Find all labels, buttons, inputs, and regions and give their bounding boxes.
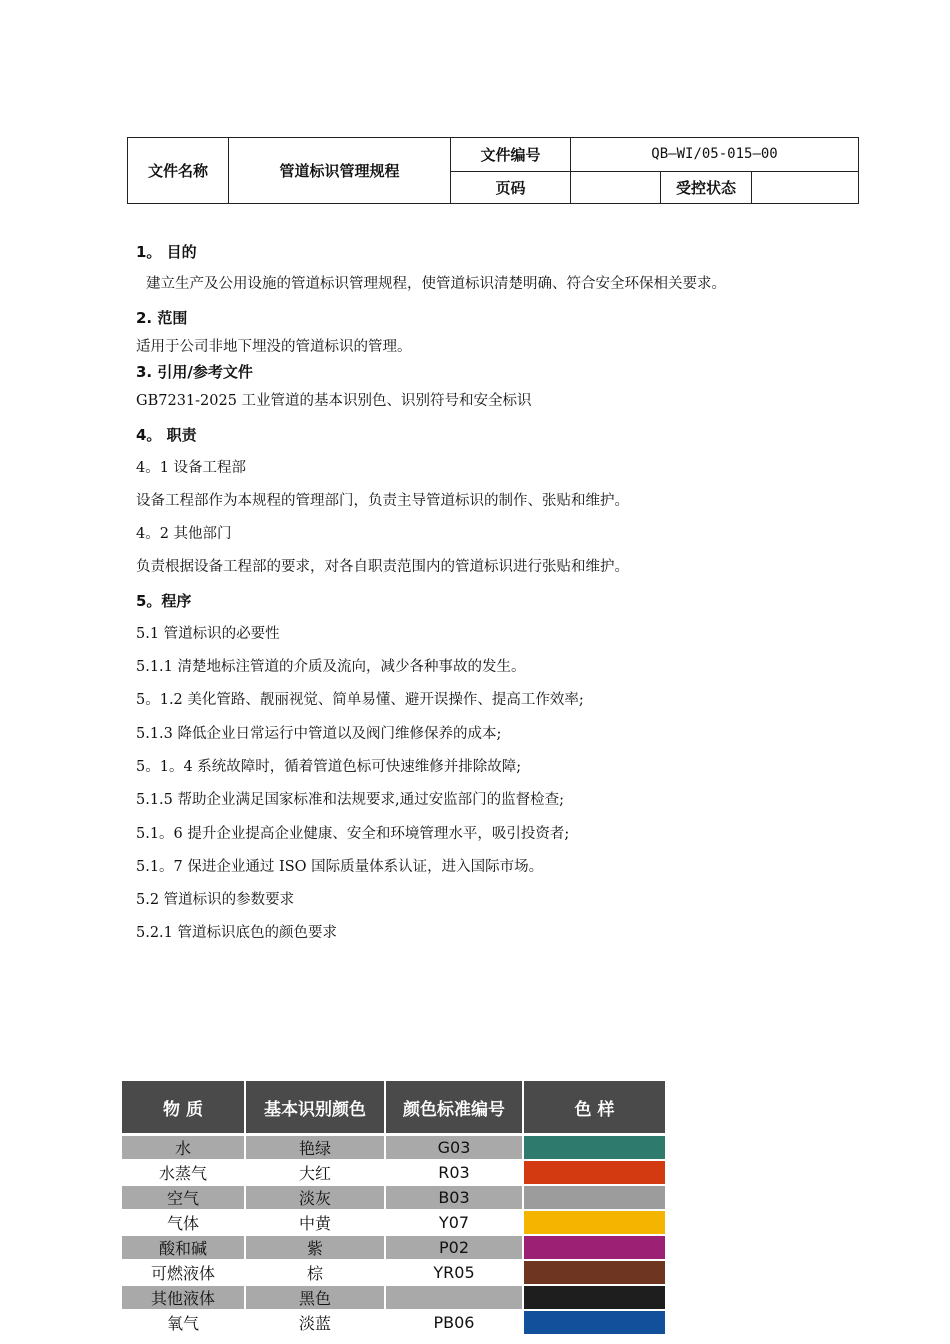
body-line: 负责根据设备工程部的要求，对各自职责范围内的管道标识进行张贴和维护。 bbox=[136, 559, 629, 575]
header-color-sample: 色 样 bbox=[523, 1081, 665, 1135]
color-swatch bbox=[523, 1310, 665, 1335]
page-label: 页码 bbox=[451, 171, 571, 204]
color-swatch bbox=[523, 1260, 665, 1285]
color-name-cell: 紫 bbox=[245, 1235, 385, 1260]
color-code-cell: G03 bbox=[385, 1135, 523, 1161]
body-line: 5.1。7 保进企业通过 ISO 国际质量体系认证，进入国际市场。 bbox=[136, 859, 544, 875]
table-row bbox=[122, 1235, 665, 1260]
substance-cell: 氧气 bbox=[122, 1310, 245, 1335]
table-row bbox=[122, 1160, 665, 1185]
substance-cell: 酸和碱 bbox=[122, 1235, 245, 1260]
color-code-cell: B03 bbox=[385, 1185, 523, 1210]
control-status-value bbox=[752, 171, 859, 204]
color-swatch bbox=[523, 1185, 665, 1210]
body-line: 5.1.5 帮助企业满足国家标准和法规要求,通过安监部门的监督检查; bbox=[136, 792, 564, 808]
substance-cell: 气体 bbox=[122, 1210, 245, 1235]
table-row bbox=[122, 1260, 665, 1285]
header-color-code: 颜色标准编号 bbox=[385, 1081, 523, 1135]
color-swatch bbox=[523, 1135, 665, 1161]
table-row bbox=[122, 1135, 665, 1161]
section-heading: 3. 引用/参考文件 bbox=[136, 363, 253, 381]
color-code-cell: Y07 bbox=[385, 1210, 523, 1235]
substance-cell: 空气 bbox=[122, 1185, 245, 1210]
body-line: 5。1。4 系统故障时，循着管道色标可快速维修并排除故障; bbox=[136, 759, 522, 775]
section-heading: 2. 范围 bbox=[136, 309, 188, 327]
color-name-cell: 黑色 bbox=[245, 1285, 385, 1310]
color-name-cell: 淡灰 bbox=[245, 1185, 385, 1210]
color-name-cell: 艳绿 bbox=[245, 1135, 385, 1161]
section-heading: 4。 职责 bbox=[136, 426, 197, 444]
color-code-cell bbox=[385, 1285, 523, 1310]
body-line: 设备工程部作为本规程的管理部门，负责主导管道标识的制作、张贴和维护。 bbox=[136, 493, 629, 509]
body-line: 5.1。6 提升企业提高企业健康、安全和环境管理水平，吸引投资者; bbox=[136, 826, 570, 842]
color-name-cell: 棕 bbox=[245, 1260, 385, 1285]
body-line: 5.1.3 降低企业日常运行中管道以及阀门维修保养的成本; bbox=[136, 726, 502, 742]
document-header-table bbox=[127, 137, 859, 204]
body-line: 适用于公司非地下埋没的管道标识的管理。 bbox=[136, 339, 412, 355]
color-code-cell: R03 bbox=[385, 1160, 523, 1185]
color-code-cell: P02 bbox=[385, 1235, 523, 1260]
color-swatch bbox=[523, 1160, 665, 1185]
section-heading: 1。 目的 bbox=[136, 243, 197, 261]
substance-cell: 其他液体 bbox=[122, 1285, 245, 1310]
table-row bbox=[122, 1185, 665, 1210]
color-name-cell: 大红 bbox=[245, 1160, 385, 1185]
body-line: 5.1.1 清楚地标注管道的介质及流向，减少各种事故的发生。 bbox=[136, 659, 526, 675]
table-row bbox=[122, 1210, 665, 1235]
body-line: 5.2.1 管道标识底色的颜色要求 bbox=[136, 925, 338, 941]
table-row bbox=[122, 1285, 665, 1310]
control-status-label: 受控状态 bbox=[661, 171, 752, 204]
color-swatch bbox=[523, 1210, 665, 1235]
section-heading: 5。程序 bbox=[136, 592, 192, 610]
body-line: 建立生产及公用设施的管道标识管理规程，使管道标识清楚明确、符合安全环保相关要求。 bbox=[146, 276, 726, 292]
page-value bbox=[571, 171, 661, 204]
header-substance: 物 质 bbox=[122, 1081, 245, 1135]
color-name-cell: 淡蓝 bbox=[245, 1310, 385, 1335]
color-code-cell: PB06 bbox=[385, 1310, 523, 1335]
header-basic-color: 基本识别颜色 bbox=[245, 1081, 385, 1135]
substance-cell: 水蒸气 bbox=[122, 1160, 245, 1185]
color-code-cell: YR05 bbox=[385, 1260, 523, 1285]
color-name-cell: 中黄 bbox=[245, 1210, 385, 1235]
substance-cell: 可燃液体 bbox=[122, 1260, 245, 1285]
file-number-value: QB—WI/05-015—00 bbox=[571, 138, 859, 172]
substance-cell: 水 bbox=[122, 1135, 245, 1161]
color-swatch bbox=[523, 1285, 665, 1310]
color-swatch bbox=[523, 1235, 665, 1260]
body-line: 4。1 设备工程部 bbox=[136, 460, 247, 476]
table-row bbox=[122, 1310, 665, 1335]
body-line: 5.1 管道标识的必要性 bbox=[136, 626, 280, 642]
body-line: 5。1.2 美化管路、靓丽视觉、简单易懂、避开误操作、提高工作效率; bbox=[136, 692, 584, 708]
body-line: 5.2 管道标识的参数要求 bbox=[136, 892, 295, 908]
file-name-value: 管道标识管理规程 bbox=[229, 138, 451, 204]
body-line: GB7231-2025 工业管道的基本识别色、识别符号和安全标识 bbox=[136, 393, 532, 409]
body-line: 4。2 其他部门 bbox=[136, 526, 232, 542]
file-number-label: 文件编号 bbox=[451, 138, 571, 172]
file-name-label: 文件名称 bbox=[128, 138, 229, 204]
pipe-color-table bbox=[122, 1081, 665, 1336]
